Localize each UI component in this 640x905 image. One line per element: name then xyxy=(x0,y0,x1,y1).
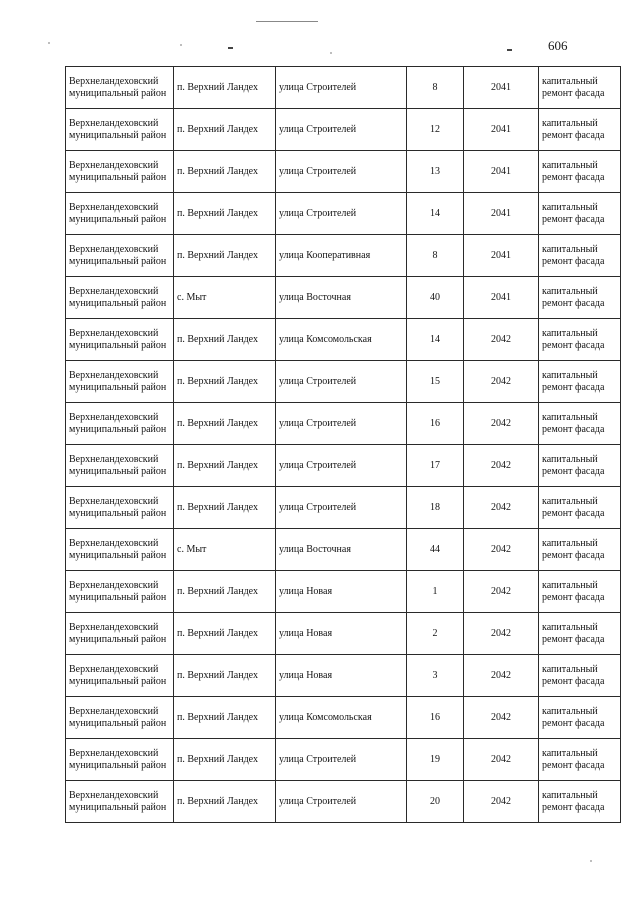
table-row xyxy=(66,403,621,445)
work-type-cell: капитальный ремонт фасада xyxy=(539,361,621,403)
district-cell: Верхнеландеховский муниципальный район xyxy=(66,781,174,823)
house-number-cell: 16 xyxy=(407,403,464,445)
house-number-cell: 19 xyxy=(407,739,464,781)
work-type-cell: капитальный ремонт фасада xyxy=(539,613,621,655)
registry-table xyxy=(65,66,621,823)
house-number-cell: 14 xyxy=(407,193,464,235)
locality-cell: п. Верхний Ландех xyxy=(174,151,276,193)
street-cell: улица Новая xyxy=(276,613,407,655)
table-row xyxy=(66,487,621,529)
locality-cell: п. Верхний Ландех xyxy=(174,571,276,613)
work-type-cell: капитальный ремонт фасада xyxy=(539,109,621,151)
work-type-cell: капитальный ремонт фасада xyxy=(539,739,621,781)
work-type-cell: капитальный ремонт фасада xyxy=(539,655,621,697)
year-cell: 2042 xyxy=(464,697,539,739)
year-cell: 2041 xyxy=(464,277,539,319)
house-number-cell: 8 xyxy=(407,67,464,109)
scan-speck xyxy=(330,52,332,54)
year-cell: 2042 xyxy=(464,445,539,487)
table-row xyxy=(66,361,621,403)
house-number-cell: 13 xyxy=(407,151,464,193)
year-cell: 2041 xyxy=(464,193,539,235)
scan-mark xyxy=(228,47,233,49)
work-type-cell: капитальный ремонт фасада xyxy=(539,235,621,277)
locality-cell: п. Верхний Ландех xyxy=(174,67,276,109)
street-cell: улица Строителей xyxy=(276,739,407,781)
street-cell: улица Строителей xyxy=(276,487,407,529)
street-cell: улица Строителей xyxy=(276,403,407,445)
street-cell: улица Восточная xyxy=(276,529,407,571)
locality-cell: п. Верхний Ландех xyxy=(174,445,276,487)
street-cell: улица Строителей xyxy=(276,67,407,109)
street-cell: улица Комсомольская xyxy=(276,697,407,739)
district-cell: Верхнеландеховский муниципальный район xyxy=(66,739,174,781)
page-number: 606 xyxy=(548,38,568,53)
locality-cell: п. Верхний Ландех xyxy=(174,655,276,697)
district-cell: Верхнеландеховский муниципальный район xyxy=(66,403,174,445)
district-cell: Верхнеландеховский муниципальный район xyxy=(66,151,174,193)
work-type-cell: капитальный ремонт фасада xyxy=(539,571,621,613)
work-type-cell: капитальный ремонт фасада xyxy=(539,697,621,739)
locality-cell: п. Верхний Ландех xyxy=(174,403,276,445)
table-row xyxy=(66,445,621,487)
district-cell: Верхнеландеховский муниципальный район xyxy=(66,487,174,529)
house-number-cell: 2 xyxy=(407,613,464,655)
table-row xyxy=(66,319,621,361)
house-number-cell: 18 xyxy=(407,487,464,529)
locality-cell: с. Мыт xyxy=(174,277,276,319)
house-number-cell: 12 xyxy=(407,109,464,151)
table-row xyxy=(66,67,621,109)
locality-cell: п. Верхний Ландех xyxy=(174,109,276,151)
year-cell: 2041 xyxy=(464,235,539,277)
work-type-cell: капитальный ремонт фасада xyxy=(539,529,621,571)
table-row xyxy=(66,529,621,571)
street-cell: улица Строителей xyxy=(276,781,407,823)
table-row xyxy=(66,613,621,655)
street-cell: улица Строителей xyxy=(276,151,407,193)
district-cell: Верхнеландеховский муниципальный район xyxy=(66,277,174,319)
table-row xyxy=(66,571,621,613)
work-type-cell: капитальный ремонт фасада xyxy=(539,487,621,529)
house-number-cell: 44 xyxy=(407,529,464,571)
district-cell: Верхнеландеховский муниципальный район xyxy=(66,445,174,487)
year-cell: 2042 xyxy=(464,781,539,823)
year-cell: 2042 xyxy=(464,319,539,361)
year-cell: 2041 xyxy=(464,109,539,151)
table-row xyxy=(66,151,621,193)
district-cell: Верхнеландеховский муниципальный район xyxy=(66,697,174,739)
locality-cell: п. Верхний Ландех xyxy=(174,739,276,781)
work-type-cell: капитальный ремонт фасада xyxy=(539,403,621,445)
district-cell: Верхнеландеховский муниципальный район xyxy=(66,571,174,613)
locality-cell: п. Верхний Ландех xyxy=(174,193,276,235)
locality-cell: п. Верхний Ландех xyxy=(174,361,276,403)
year-cell: 2041 xyxy=(464,67,539,109)
district-cell: Верхнеландеховский муниципальный район xyxy=(66,319,174,361)
district-cell: Верхнеландеховский муниципальный район xyxy=(66,613,174,655)
street-cell: улица Строителей xyxy=(276,109,407,151)
locality-cell: п. Верхний Ландех xyxy=(174,319,276,361)
work-type-cell: капитальный ремонт фасада xyxy=(539,445,621,487)
work-type-cell: капитальный ремонт фасада xyxy=(539,193,621,235)
street-cell: улица Новая xyxy=(276,571,407,613)
table-row xyxy=(66,193,621,235)
locality-cell: п. Верхний Ландех xyxy=(174,697,276,739)
work-type-cell: капитальный ремонт фасада xyxy=(539,151,621,193)
house-number-cell: 20 xyxy=(407,781,464,823)
house-number-cell: 17 xyxy=(407,445,464,487)
registry-table-body xyxy=(66,67,621,823)
year-cell: 2042 xyxy=(464,613,539,655)
work-type-cell: капитальный ремонт фасада xyxy=(539,781,621,823)
year-cell: 2042 xyxy=(464,739,539,781)
scan-speck xyxy=(48,42,50,44)
year-cell: 2042 xyxy=(464,529,539,571)
district-cell: Верхнеландеховский муниципальный район xyxy=(66,193,174,235)
house-number-cell: 40 xyxy=(407,277,464,319)
house-number-cell: 15 xyxy=(407,361,464,403)
scan-speck xyxy=(180,44,182,46)
district-cell: Верхнеландеховский муниципальный район xyxy=(66,529,174,571)
scan-top-rule xyxy=(256,21,318,22)
year-cell: 2042 xyxy=(464,571,539,613)
street-cell: улица Строителей xyxy=(276,361,407,403)
house-number-cell: 1 xyxy=(407,571,464,613)
house-number-cell: 16 xyxy=(407,697,464,739)
district-cell: Верхнеландеховский муниципальный район xyxy=(66,361,174,403)
street-cell: улица Комсомольская xyxy=(276,319,407,361)
table-row xyxy=(66,655,621,697)
district-cell: Верхнеландеховский муниципальный район xyxy=(66,109,174,151)
work-type-cell: капитальный ремонт фасада xyxy=(539,67,621,109)
table-row xyxy=(66,697,621,739)
year-cell: 2042 xyxy=(464,487,539,529)
district-cell: Верхнеландеховский муниципальный район xyxy=(66,235,174,277)
work-type-cell: капитальный ремонт фасада xyxy=(539,277,621,319)
house-number-cell: 8 xyxy=(407,235,464,277)
house-number-cell: 3 xyxy=(407,655,464,697)
year-cell: 2041 xyxy=(464,151,539,193)
locality-cell: п. Верхний Ландех xyxy=(174,235,276,277)
table-row xyxy=(66,739,621,781)
locality-cell: п. Верхний Ландех xyxy=(174,487,276,529)
scan-mark xyxy=(507,49,512,51)
table-row xyxy=(66,109,621,151)
work-type-cell: капитальный ремонт фасада xyxy=(539,319,621,361)
district-cell: Верхнеландеховский муниципальный район xyxy=(66,655,174,697)
scan-speck xyxy=(590,860,592,862)
street-cell: улица Новая xyxy=(276,655,407,697)
street-cell: улица Строителей xyxy=(276,193,407,235)
house-number-cell: 14 xyxy=(407,319,464,361)
table-row xyxy=(66,235,621,277)
year-cell: 2042 xyxy=(464,361,539,403)
year-cell: 2042 xyxy=(464,655,539,697)
district-cell: Верхнеландеховский муниципальный район xyxy=(66,67,174,109)
table-row xyxy=(66,277,621,319)
table-row xyxy=(66,781,621,823)
street-cell: улица Восточная xyxy=(276,277,407,319)
street-cell: улица Кооперативная xyxy=(276,235,407,277)
locality-cell: с. Мыт xyxy=(174,529,276,571)
year-cell: 2042 xyxy=(464,403,539,445)
street-cell: улица Строителей xyxy=(276,445,407,487)
locality-cell: п. Верхний Ландех xyxy=(174,613,276,655)
locality-cell: п. Верхний Ландех xyxy=(174,781,276,823)
